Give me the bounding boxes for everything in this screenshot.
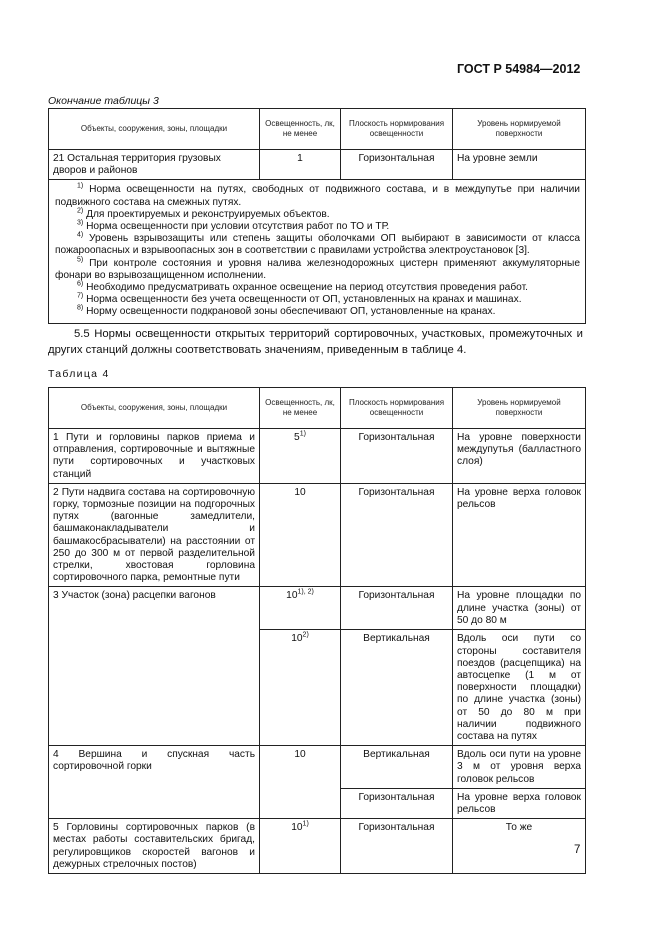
table3-header-level: Уровень нормируемой поверхности: [453, 109, 586, 150]
table3-caption: Окончание таблицы 3: [48, 95, 159, 107]
cell-plane: Горизонтальная: [341, 788, 453, 818]
cell-object: 2 Пути надвига состава на сортировочную горку, тормозные позиции на подгорочных путях (вагонные замедлители, башмаконакладыватели и башмакосбрасыватели) на расстоянии от 250 до 300 м от первой разделительной стрелки, хвостовая горловина сортировочного парка, ремонтные пути: [49, 483, 260, 587]
table4: [48, 387, 586, 874]
table-row: [49, 429, 586, 484]
table4-caption: Таблица 4: [48, 368, 110, 380]
cell-level: Вдоль оси пути со стороны составителя поездов (расцепщика) на автосцепке (1 м от поверхности площадки) по длине участка (зоны) от 50 до 80 м при наличии подвижного состава на путях: [453, 630, 586, 746]
table4-header-lux: Освещенность, лк, не менее: [260, 388, 341, 429]
cell-lux: 10$^{1)}$: [260, 819, 341, 874]
cell-object: 3 Участок (зона) расцепки вагонов: [49, 587, 260, 746]
table3-notes: [49, 180, 586, 323]
cell-plane: Горизонтальная: [341, 587, 453, 630]
cell-plane: Горизонтальная: [341, 819, 453, 874]
table3-header-lux: Освещенность, лк, не менее: [260, 109, 341, 150]
table4-header-level: Уровень нормируемой поверхности: [453, 388, 586, 429]
cell-level: На уровне верха головок рельсов: [453, 788, 586, 818]
table3: [48, 108, 586, 324]
cell-lux: 1: [260, 150, 341, 180]
cell-object: 4 Вершина и спускная часть сортировочной горки: [49, 746, 260, 819]
table-row: [49, 150, 586, 180]
paragraph-5-5: 5.5 Нормы освещенности открытых территорий сортировочных, участковых, промежуточных и других станций должны соответствовать значениям, приведенным в таблице 4.: [48, 328, 583, 356]
table3-header-object: Объекты, сооружения, зоны, площадки: [49, 109, 260, 150]
cell-level: На уровне верха головок рельсов: [453, 483, 586, 587]
cell-plane: Горизонтальная: [341, 483, 453, 587]
cell-plane: Вертикальная: [341, 746, 453, 789]
cell-level: Вдоль оси пути на уровне 3 м от уровня верха головок рельсов: [453, 746, 586, 789]
cell-lux: 10: [260, 746, 341, 819]
cell-object: 1 Пути и горловины парков приема и отправления, сортировочные и вытяжные пути сортировочных и участковых станций: [49, 429, 260, 484]
table3-notes-row: [49, 180, 586, 323]
footnote: $^{7)}$ Норма освещенности без учета освещенности от ОП, установленных на кранах и машинах.: [77, 292, 522, 306]
cell-level: На уровне площадки по длине участка (зоны) от 50 до 80 м: [453, 587, 586, 630]
table4-header-object: Объекты, сооружения, зоны, площадки: [49, 388, 260, 429]
cell-plane: Горизонтальная: [341, 429, 453, 484]
cell-lux: $10^{1), 2)}$: [260, 587, 341, 630]
footnote: $^{5)}$ При контроле состояния и уровня налива железнодорожных цистерн применяют аккумуляторные фонари во взрывозащищенном исполнении.: [55, 256, 580, 281]
table-row: [49, 819, 586, 874]
cell-lux: 10: [260, 483, 341, 587]
cell-object: 21 Остальная территория грузовых дворов и районов: [49, 150, 260, 180]
table-row: [49, 587, 586, 630]
cell-lux: 5$^{1)}$: [260, 429, 341, 484]
cell-plane: Вертикальная: [341, 630, 453, 746]
table3-header-plane: Плоскость нормирования освещенности: [341, 109, 453, 150]
table4-header-plane: Плоскость нормирования освещенности: [341, 388, 453, 429]
cell-lux: 10$^{2)}$: [260, 630, 341, 746]
table-row: [49, 483, 586, 587]
document-id: ГОСТ Р 54984—2012: [457, 62, 581, 76]
footnote: $^{6)}$ Необходимо предусматривать охранное освещение на период отсутствия проведения работ.: [77, 280, 528, 294]
footnote: $^{1)}$ Норма освещенности на путях, свободных от подвижного состава, и в междупутье при наличии подвижного состава на смежных путях.: [55, 183, 580, 208]
footnote: $^{2)}$ Для проектируемых и реконструируемых объектов.: [77, 207, 330, 220]
footnote: $^{3)}$ Норма освещенности при условии отсутствия работ по ТО и ТР.: [77, 219, 390, 233]
cell-plane: Горизонтальная: [341, 150, 453, 180]
footnote: $^{4)}$ Уровень взрывозащиты или степень защиты оболочками ОП выбирают в зависимости от класса пожароопасных и взрывоопасных зон в соответствии с правилами устройства электроустановок [3].: [55, 231, 580, 257]
cell-level: На уровне поверхности междупутья (балластного слоя): [453, 429, 586, 484]
cell-level: То же: [453, 819, 586, 874]
cell-level: На уровне земли: [453, 150, 586, 180]
page-number: 7: [574, 844, 581, 856]
table-row: [49, 746, 586, 789]
cell-object: 5 Горловины сортировочных парков (в местах работы составительских бригад, регулировщиков скоростей вагонов и дежурных стрелочных постов): [49, 819, 260, 874]
footnote: $^{8)}$ Норму освещенности подкрановой зоны обеспечивают ОП, установленные на кранах.: [77, 305, 496, 318]
